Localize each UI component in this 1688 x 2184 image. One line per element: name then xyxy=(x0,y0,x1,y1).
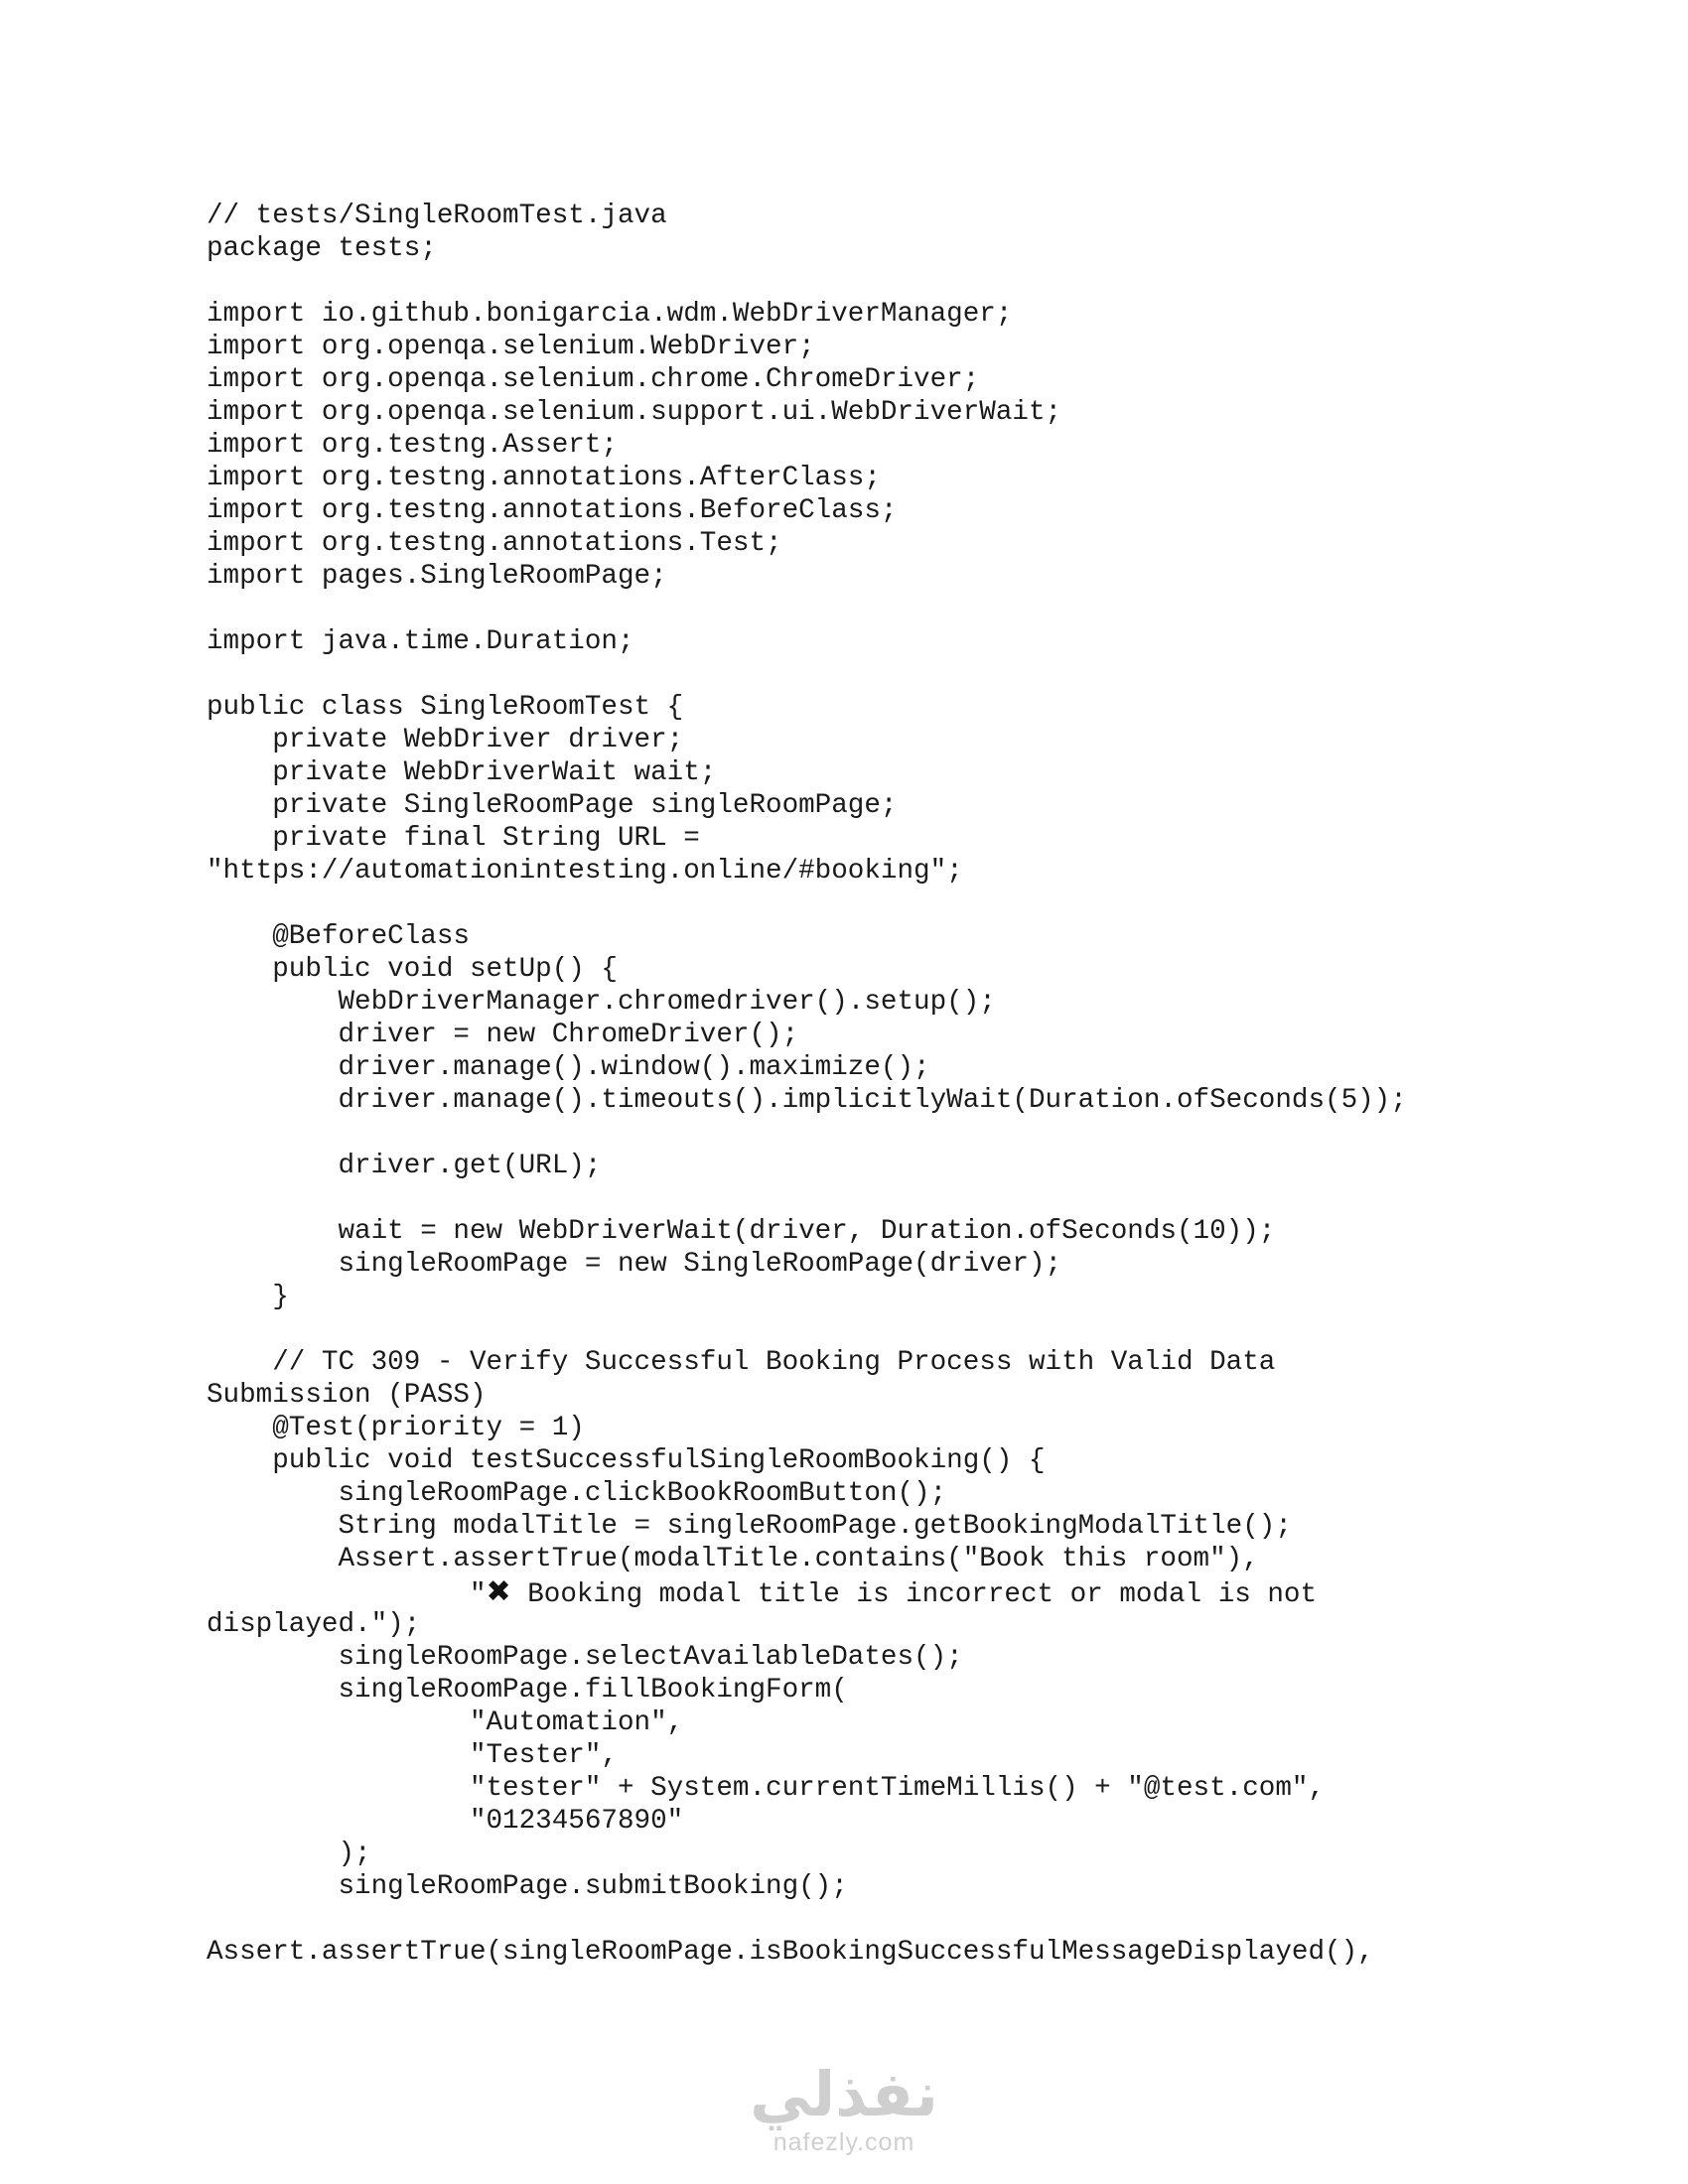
code-line: driver.manage().timeouts().implicitlyWait(Duration.ofSeconds(5)); xyxy=(207,1085,1407,1116)
code-line xyxy=(207,1117,1407,1150)
code-line: public void setUp() { xyxy=(207,954,618,985)
code-line: import pages.SingleRoomPage; xyxy=(207,561,667,592)
code-line: import org.testng.annotations.Test; xyxy=(207,528,782,559)
code-line: wait = new WebDriverWait(driver, Duration.ofSeconds(10)); xyxy=(207,1216,1276,1247)
code-line: singleRoomPage.clickBookRoomButton(); xyxy=(207,1478,947,1509)
code-line: import java.time.Duration; xyxy=(207,626,634,657)
code-line: private WebDriver driver; xyxy=(207,725,684,755)
code-line: "tester" + System.currentTimeMillis() + "@test.com", xyxy=(207,1773,1326,1804)
code-line: private final String URL = xyxy=(207,823,700,854)
code-line: ); xyxy=(207,1839,371,1869)
code-line: @Test(priority = 1) xyxy=(207,1413,585,1443)
code-line: import org.openqa.selenium.chrome.ChromeDriver; xyxy=(207,364,980,395)
code-line: public void testSuccessfulSingleRoomBooking() { xyxy=(207,1445,1046,1476)
code-line: String modalTitle = singleRoomPage.getBookingModalTitle(); xyxy=(207,1511,1292,1542)
watermark-domain-text: nafezly.com xyxy=(773,2128,915,2156)
code-line: package tests; xyxy=(207,233,437,264)
code-line: private WebDriverWait wait; xyxy=(207,757,717,788)
code-line xyxy=(207,265,1407,298)
code-line xyxy=(207,1313,1407,1346)
code-line: singleRoomPage.fillBookingForm( xyxy=(207,1675,848,1706)
code-listing xyxy=(207,200,1407,1969)
code-line: "https://automationintesting.online/#booking"; xyxy=(207,856,963,887)
code-line: "✖ Booking modal title is incorrect or modal is not xyxy=(207,1574,1318,1610)
code-line: // tests/SingleRoomTest.java xyxy=(207,201,667,231)
code-line: import org.testng.annotations.BeforeClass; xyxy=(207,495,898,526)
code-line: "Tester", xyxy=(207,1740,618,1771)
code-line: displayed."); xyxy=(207,1609,421,1640)
code-line: private SingleRoomPage singleRoomPage; xyxy=(207,790,898,821)
code-line: import org.testng.annotations.AfterClass; xyxy=(207,463,881,493)
code-line: Submission (PASS) xyxy=(207,1380,487,1411)
code-line: import org.testng.Assert; xyxy=(207,430,618,461)
code-line: singleRoomPage = new SingleRoomPage(driver); xyxy=(207,1249,1062,1280)
code-line: "01234567890" xyxy=(207,1806,684,1837)
code-line: Assert.assertTrue(modalTitle.contains("Book this room"), xyxy=(207,1544,1259,1574)
cross-mark-icon: ✖ xyxy=(486,1574,511,1609)
code-line xyxy=(207,658,1407,691)
code-line: import org.openqa.selenium.support.ui.WebDriverWait; xyxy=(207,397,1062,428)
code-line: @BeforeClass xyxy=(207,921,470,952)
code-line: singleRoomPage.submitBooking(); xyxy=(207,1871,848,1902)
code-line xyxy=(207,1903,1407,1936)
code-line: import org.openqa.selenium.WebDriver; xyxy=(207,332,815,362)
code-line: "Automation", xyxy=(207,1707,684,1738)
code-line: driver = new ChromeDriver(); xyxy=(207,1020,799,1050)
code-line: } xyxy=(207,1282,289,1312)
code-line xyxy=(207,887,1407,920)
watermark-arabic-text: نفذلي xyxy=(750,2058,938,2130)
code-line xyxy=(207,593,1407,625)
watermark-logo xyxy=(740,2060,948,2155)
code-line: WebDriverManager.chromedriver().setup(); xyxy=(207,987,996,1018)
code-line: singleRoomPage.selectAvailableDates(); xyxy=(207,1642,963,1673)
code-line: Assert.assertTrue(singleRoomPage.isBookingSuccessfulMessageDisplayed(), xyxy=(207,1937,1374,1968)
code-line: import io.github.bonigarcia.wdm.WebDriverManager; xyxy=(207,299,1013,330)
code-line: driver.manage().window().maximize(); xyxy=(207,1052,930,1083)
code-line xyxy=(207,1182,1407,1215)
code-line: driver.get(URL); xyxy=(207,1151,602,1181)
code-line: public class SingleRoomTest { xyxy=(207,692,684,723)
code-line: // TC 309 - Verify Successful Booking Process with Valid Data xyxy=(207,1347,1276,1378)
